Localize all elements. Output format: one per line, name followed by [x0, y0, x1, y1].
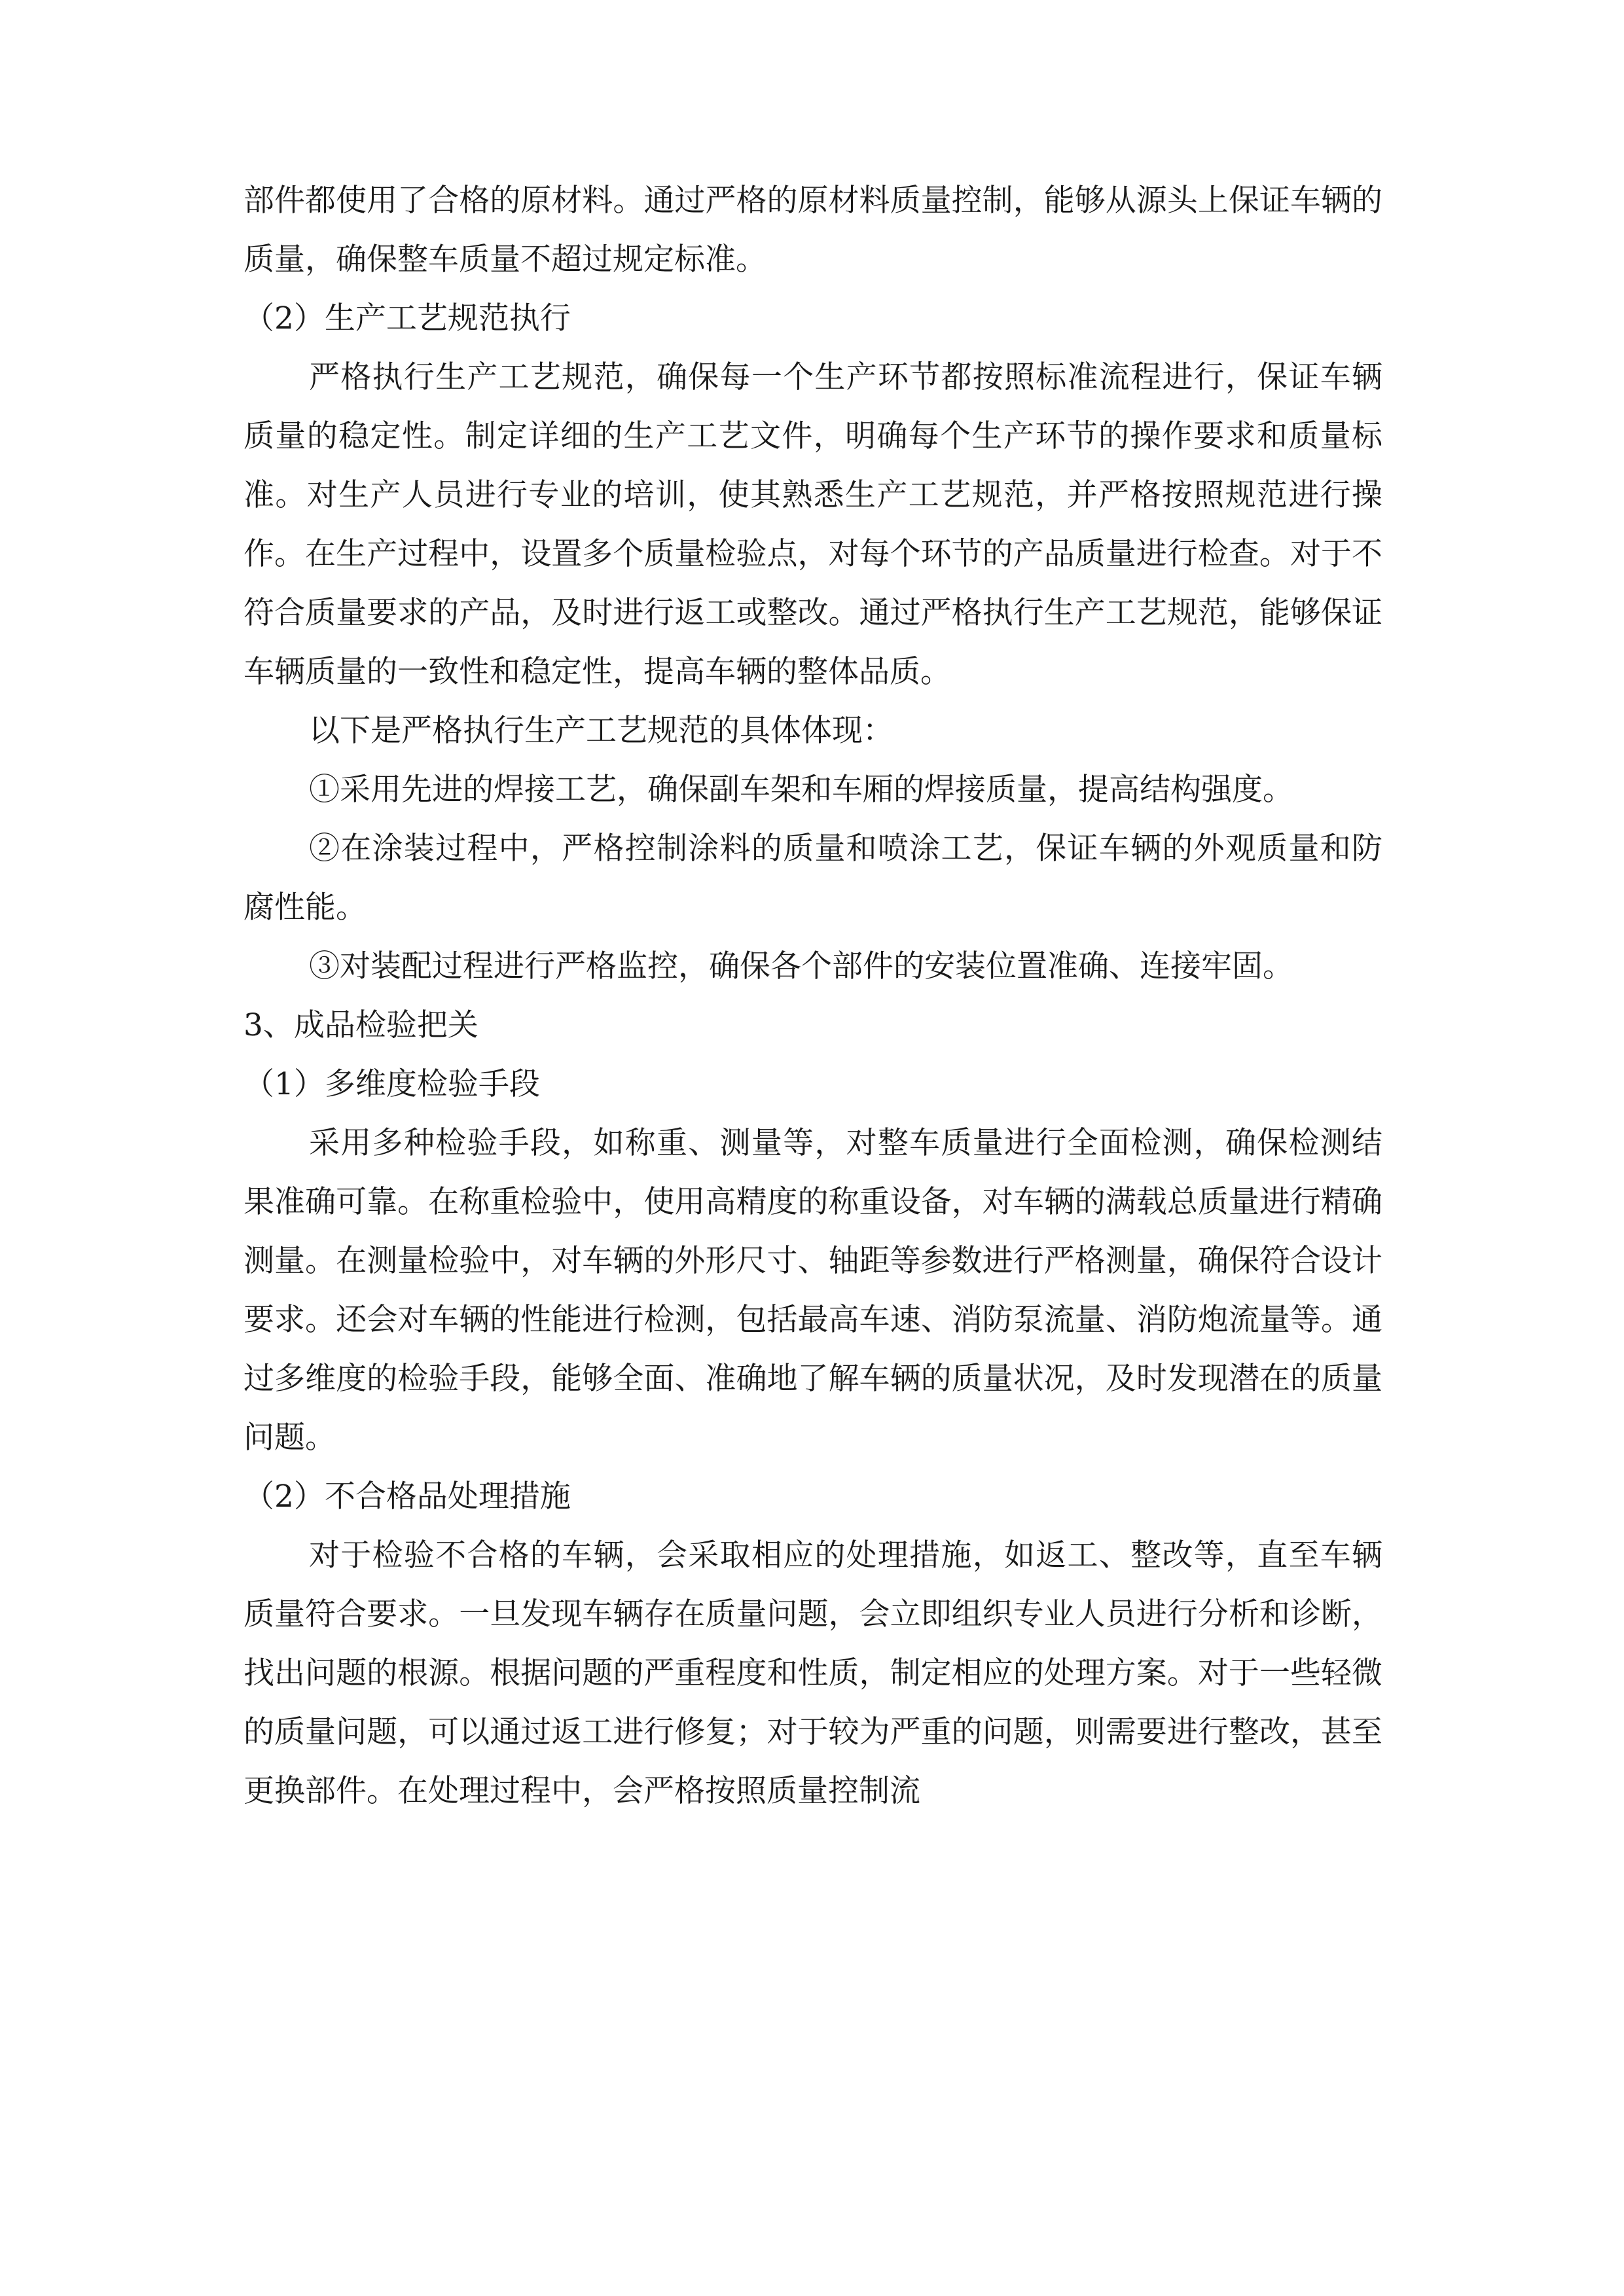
list-item-assembly: ③对装配过程进行严格监控，确保各个部件的安装位置准确、连接牢固。 [309, 948, 1293, 984]
paragraph-nonconforming-handling: 对于检验不合格的车辆，会采取相应的处理措施，如返工、整改等，直至车辆质量符合要求。一旦发现车辆存在质量问题，会立即组织专业人员进行分析和诊断，找出问题的根源。根据问题的严重程度和性质，制定相应的处理方案。对于一些轻微的质量问题，可以通过返工进行修复；对于较为严重的问题，则需要进行整改，甚至更换部件。在处理过程中，会严格按照质量控制流 [244, 1537, 1382, 1809]
document-body [244, 171, 1382, 1821]
list-item-welding: ①采用先进的焊接工艺，确保副车架和车厢的焊接质量，提高结构强度。 [309, 772, 1293, 808]
heading-production-process: （2）生产工艺规范执行 [244, 300, 571, 336]
paragraph-raw-material-continued: 部件都使用了合格的原材料。通过严格的原材料质量控制，能够从源头上保证车辆的质量，确保整车质量不超过规定标准。 [244, 183, 1382, 278]
heading-final-inspection: 3、成品检验把关 [244, 1007, 478, 1043]
list-item-coating: ②在涂装过程中，严格控制涂料的质量和喷涂工艺，保证车辆的外观质量和防腐性能。 [244, 831, 1382, 925]
paragraph-process-spec: 严格执行生产工艺规范，确保每一个生产环节都按照标准流程进行，保证车辆质量的稳定性。制定详细的生产工艺文件，明确每个生产环节的操作要求和质量标准。对生产人员进行专业的培训，使其熟悉生产工艺规范，并严格按照规范进行操作。在生产过程中，设置多个质量检验点，对每个环节的产品质量进行检查。对于不符合质量要求的产品，及时进行返工或整改。通过严格执行生产工艺规范，能够保证车辆质量的一致性和稳定性，提高车辆的整体品质。 [244, 359, 1382, 690]
heading-multi-inspection: （1）多维度检验手段 [244, 1066, 540, 1102]
paragraph-inspection-methods: 采用多种检验手段，如称重、测量等，对整车质量进行全面检测，确保检测结果准确可靠。在称重检验中，使用高精度的称重设备，对车辆的满载总质量进行精确测量。在测量检验中，对车辆的外形尺寸、轴距等参数进行严格测量，确保符合设计要求。还会对车辆的性能进行检测，包括最高车速、消防泵流量、消防炮流量等。通过多维度的检验手段，能够全面、准确地了解车辆的质量状况，及时发现潜在的质量问题。 [244, 1125, 1382, 1456]
paragraph-process-intro: 以下是严格执行生产工艺规范的具体体现： [309, 713, 893, 749]
heading-nonconforming: （2）不合格品处理措施 [244, 1479, 571, 1515]
